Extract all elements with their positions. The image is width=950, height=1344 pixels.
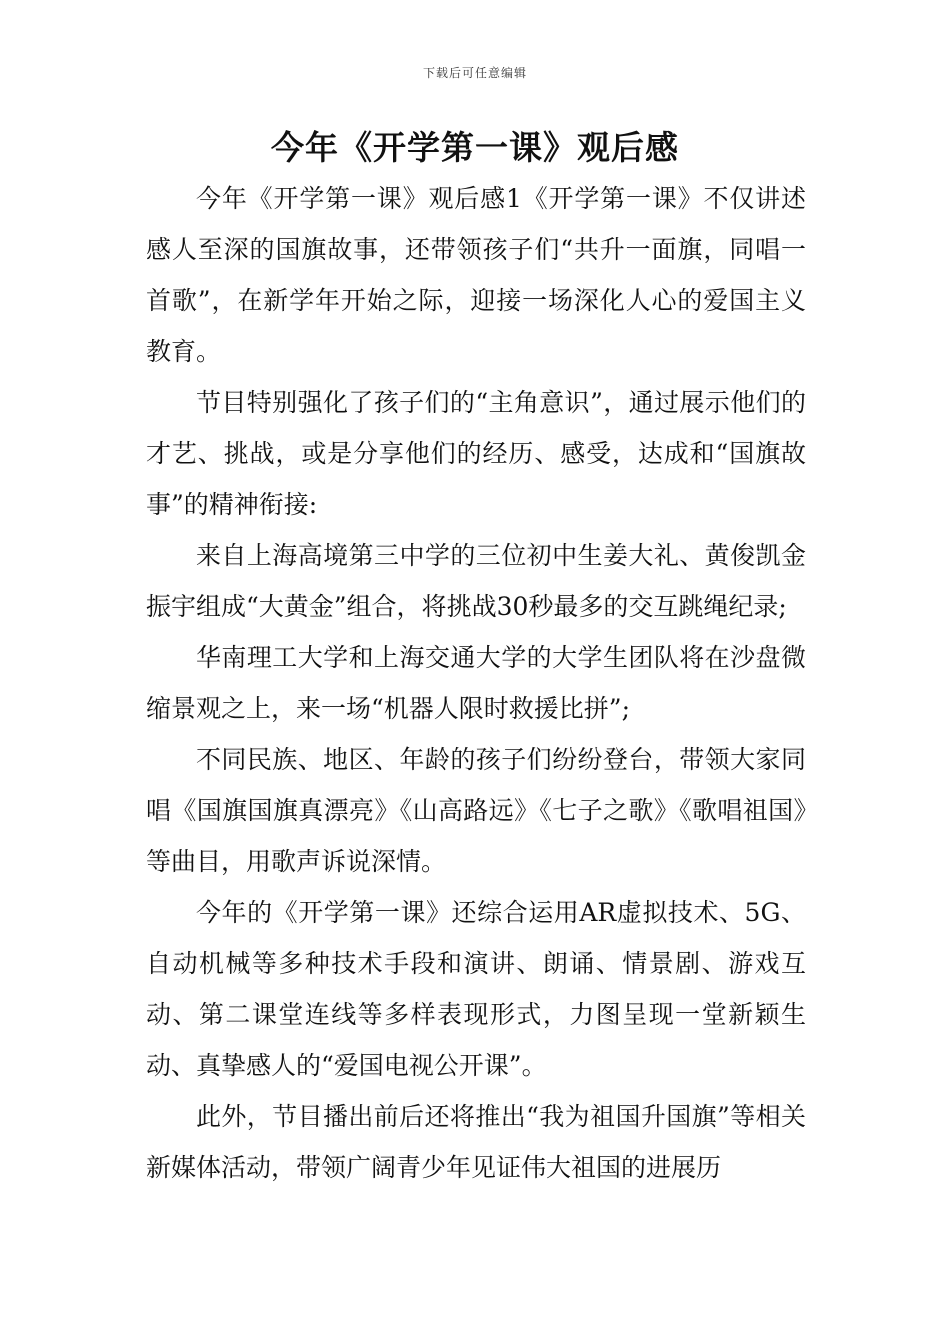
paragraph: 今年《开学第一课》观后感1《开学第一课》不仅讲述感人至深的国旗故事，还带领孩子们“共升一面旗，同唱一首歌”，在新学年开始之际，迎接一场深化人心的爱国主义教育。 [146,184,806,366]
document-title: 今年《开学第一课》观后感 [271,128,679,167]
paragraph: 今年的《开学第一课》还综合运用AR虚拟技术、5G、自动机械等多种技术手段和演讲、朗诵、情景剧、游戏互动、第二课堂连线等多样表现形式，力图呈现一堂新颖生动、真挚感人的“爱国电视公开课”。 [146,898,806,1080]
paragraph: 不同民族、地区、年龄的孩子们纷纷登台，带领大家同唱《国旗国旗真漂亮》《山高路远》《七子之歌》《歌唱祖国》等曲目，用歌声诉说深情。 [146,745,806,876]
header-note: 下载后可任意编辑 [422,66,527,80]
document-body [146,173,806,1193]
paragraph: 华南理工大学和上海交通大学的大学生团队将在沙盘微缩景观之上，来一场“机器人限时救援比拼”; [146,643,806,723]
paragraph: 此外，节目播出前后还将推出“我为祖国升国旗”等相关新媒体活动，带领广阔青少年见证伟大祖国的进展历 [146,1102,806,1182]
paragraph: 来自上海高境第三中学的三位初中生姜大礼、黄俊凯金振宇组成“大黄金”组合，将挑战30秒最多的交互跳绳纪录; [146,541,806,621]
paragraph: 节目特别强化了孩子们的“主角意识”，通过展示他们的才艺、挑战，或是分享他们的经历、感受，达成和“国旗故事”的精神衔接: [146,388,806,519]
